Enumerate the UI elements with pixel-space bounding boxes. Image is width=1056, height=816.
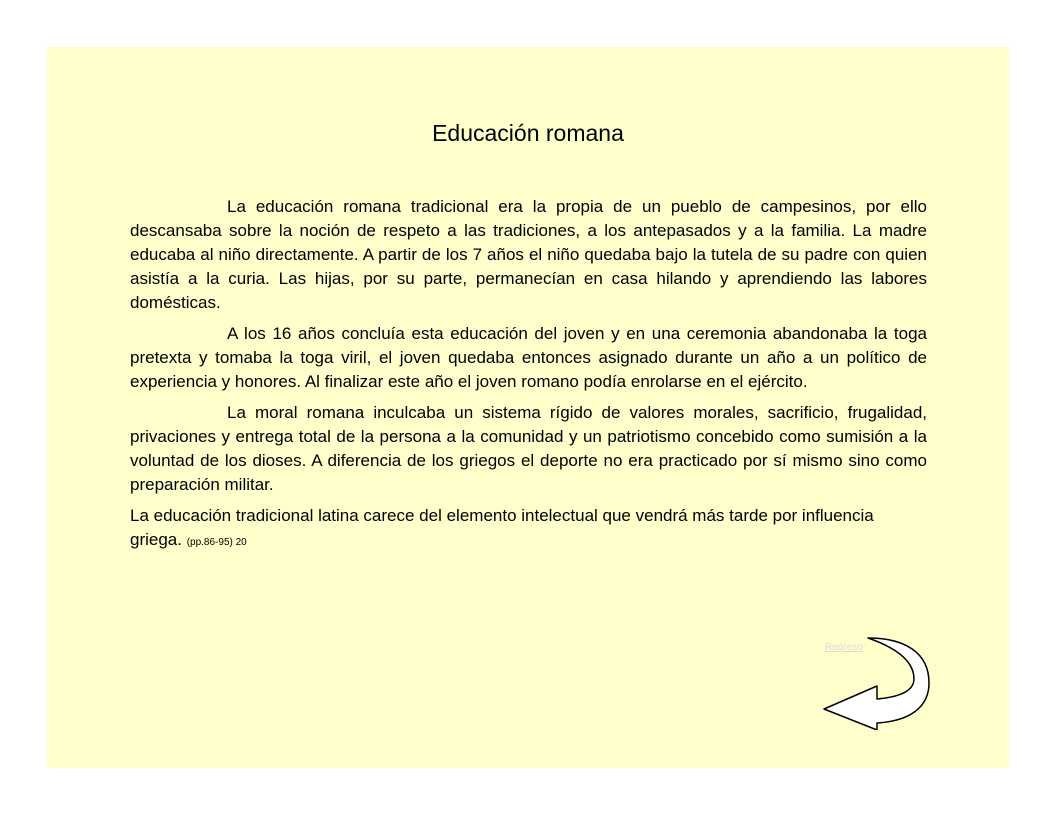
paragraph-2: A los 16 años concluía esta educación del joven y en una ceremonia abandonaba la toga pretexta y tomaba la toga viril, el joven quedaba entonces asignado durante un año a un político de experiencia y honores. Al finalizar este año el joven romano podía enrolarse en el ejército. xyxy=(130,324,927,391)
body-text xyxy=(130,195,927,555)
back-link[interactable]: Regreso xyxy=(825,642,863,653)
page-title: Educación romana xyxy=(432,120,624,146)
slide xyxy=(47,47,1009,768)
paragraph-3: La moral romana inculcaba un sistema rígido de valores morales, sacrificio, frugalidad, privaciones y entrega total de la persona a la comunidad y un patriotismo concebido como sumisión a la voluntad de los dioses. A diferencia de los griegos el deporte no era practicado por sí mismo sino como preparación militar. xyxy=(130,403,927,494)
closing-paragraph xyxy=(130,504,880,555)
citation: (pp.86-95) 20 xyxy=(186,537,247,548)
closing-text: La educación tradicional latina carece del elemento intelectual que vendrá más tarde por influencia griega. xyxy=(130,506,874,549)
paragraph-1: La educación romana tradicional era la propia de un pueblo de campesinos, por ello descansaba sobre la noción de respeto a las tradiciones, a los antepasados y a la familia. La madre educaba al niño directamente. A partir de los 7 años el niño quedaba bajo la tutela de su padre con quien asistía a la curia. Las hijas, por su parte, permanecían en casa hilando y aprendiendo las labores domésticas. xyxy=(130,197,927,312)
